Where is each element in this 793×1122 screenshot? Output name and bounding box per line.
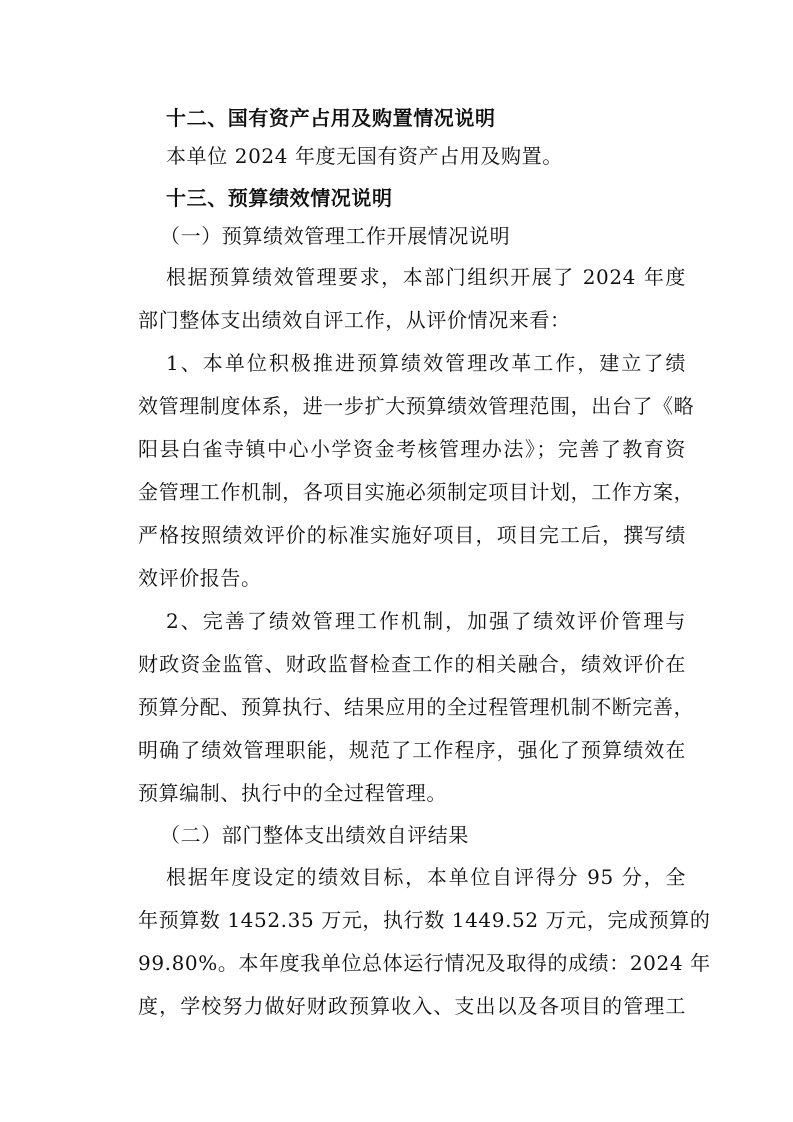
paragraph-line: 财政资金监管、财政监督检查工作的相关融合，绩效评价在 (138, 652, 686, 676)
subsection-heading-2: （二）部门整体支出绩效自评结果 (160, 823, 469, 847)
paragraph-line: 预算编制、执行中的全过程管理。 (138, 781, 447, 805)
paragraph-line: 严格按照绩效评价的标准实施好项目，项目完工后，撰写绩 (138, 523, 686, 547)
paragraph-line: 根据年度设定的绩效目标，本单位自评得分 95 分，全 (166, 865, 686, 889)
paragraph-line: 年预算数 1452.35 万元，执行数 1449.52 万元，完成预算的 (138, 908, 711, 932)
paragraph-line: 1、本单位积极推进预算绩效管理改革工作，建立了绩 (166, 351, 686, 375)
section-heading-12: 十二、国有资产占用及购置情况说明 (166, 106, 496, 130)
paragraph-line: 度，学校努力做好财政预算收入、支出以及各项目的管理工 (138, 994, 686, 1018)
paragraph-line: 本单位 2024 年度无国有资产占用及购置。 (166, 144, 563, 168)
paragraph-line: 99.80%。本年度我单位总体运行情况及取得的成绩：2024 年 (138, 951, 711, 975)
paragraph-line: 金管理工作机制，各项目实施必须制定项目计划，工作方案， (138, 480, 695, 504)
paragraph-line: 效管理制度体系，进一步扩大预算绩效管理范围，出台了《略 (138, 394, 695, 418)
paragraph-line: 预算分配、预算执行、结果应用的全过程管理机制不断完善， (138, 695, 695, 719)
paragraph-line: 2、完善了绩效管理工作机制，加强了绩效评价管理与 (166, 609, 686, 633)
section-heading-13: 十三、预算绩效情况说明 (166, 186, 393, 210)
paragraph-line: 阳县白雀寺镇中心小学资金考核管理办法》；完善了教育资 (138, 437, 686, 461)
paragraph-line: 部门整体支出绩效自评工作，从评价情况来看： (138, 308, 571, 332)
paragraph-line: 效评价报告。 (138, 566, 262, 590)
subsection-heading-1: （一）预算绩效管理工作开展情况说明 (160, 224, 511, 248)
paragraph-line: 根据预算绩效管理要求，本部门组织开展了 2024 年度 (166, 265, 686, 289)
paragraph-line: 明确了绩效管理职能，规范了工作程序，强化了预算绩效在 (138, 738, 686, 762)
